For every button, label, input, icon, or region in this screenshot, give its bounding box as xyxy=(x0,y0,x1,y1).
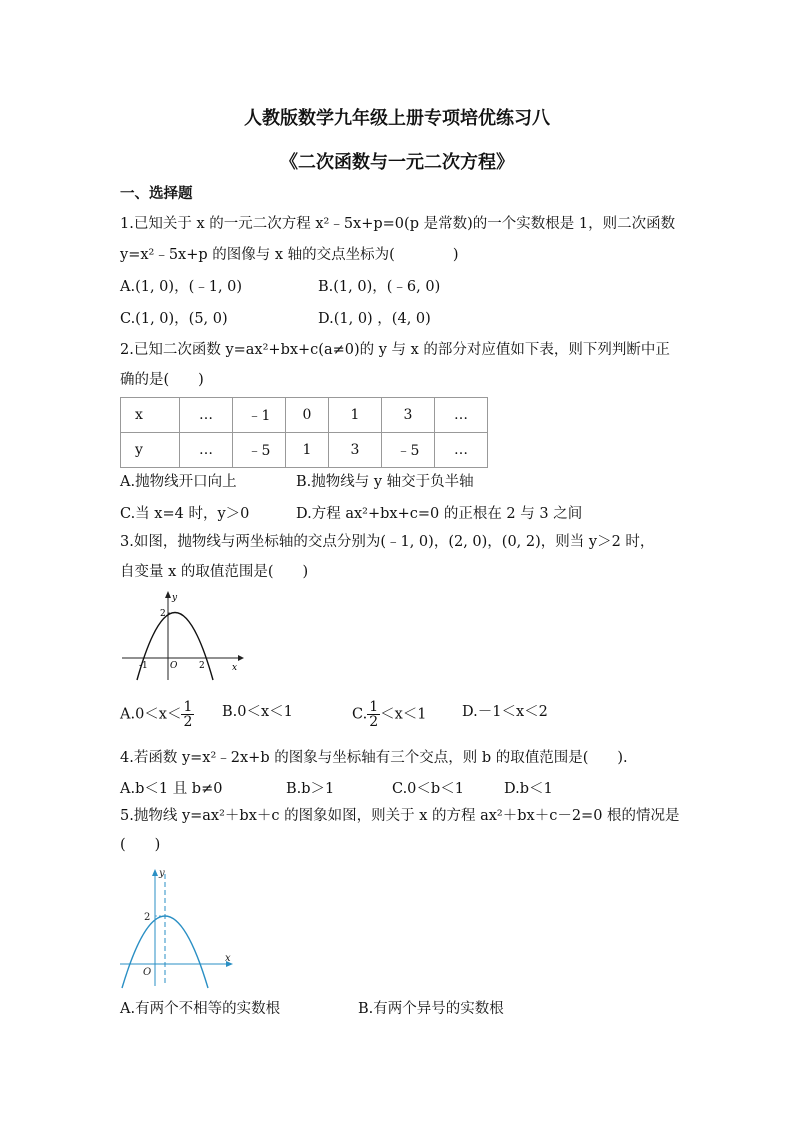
table-row-x xyxy=(121,398,488,433)
x-axis-arrow xyxy=(238,655,244,661)
value-table xyxy=(120,397,488,468)
table-cell: 3 xyxy=(382,398,435,433)
q5-option-a: A.有两个不相等的实数根 xyxy=(120,1001,281,1017)
fraction-one-half: $\frac{1}{2}$ xyxy=(183,699,193,730)
page-title: 人教版数学九年级上册专项培优练习八 xyxy=(244,108,550,129)
q3-option-c-prefix: C. xyxy=(352,706,368,723)
x-axis-label: x xyxy=(225,953,231,964)
q5-stem-line2: ( ) xyxy=(120,837,161,853)
q3-stem-line2: 自变量 x 的取值范围是( ) xyxy=(120,564,309,580)
table-cell: y xyxy=(121,433,180,468)
table-cell: 1 xyxy=(286,433,329,468)
q5-stem-line1: 5.抛物线 y=ax²＋bx＋c 的图象如图，则关于 x 的方程 ax²＋bx＋c－2=0 根的情况是 xyxy=(120,808,680,824)
q1-stem-line2: y=x²﹣5x+p 的图像与 x 轴的交点坐标为( ) xyxy=(120,247,459,263)
q4-option-a: A.b＜1 且 b≠0 xyxy=(120,781,223,797)
table-cell: 1 xyxy=(329,398,382,433)
q3-option-a-text: A.0＜x＜ xyxy=(120,706,182,723)
table-cell: … xyxy=(435,433,488,468)
table-cell: ﹣5 xyxy=(382,433,435,468)
q3-option-c xyxy=(352,700,427,729)
q2-option-b: B.抛物线与 y 轴交于负半轴 xyxy=(296,474,474,490)
section-heading: 一、选择题 xyxy=(120,186,193,202)
q1-option-c: C.(1, 0)，(5, 0) xyxy=(120,311,228,327)
table-row-y xyxy=(121,433,488,468)
root-right-label: 2 xyxy=(199,661,205,671)
q3-stem-line1: 3.如图，抛物线与两坐标轴的交点分别为(﹣1, 0)，(2, 0)，(0, 2)，则当 y＞2 时， xyxy=(120,534,655,550)
q2-stem-line2: 确的是( ) xyxy=(120,372,204,388)
q2-option-d: D.方程 ax²+bx+c=0 的正根在 2 与 3 之间 xyxy=(296,506,583,522)
q2-option-a: A.抛物线开口向上 xyxy=(120,474,237,490)
y-axis-arrow xyxy=(152,869,158,876)
q1-stem-line1: 1.已知关于 x 的一元二次方程 x²﹣5x+p=0(p 是常数)的一个实数根是 1，则二次函数 xyxy=(120,216,676,232)
q3-option-c-suffix: ＜x＜1 xyxy=(380,706,427,723)
q4-option-b: B.b＞1 xyxy=(286,781,335,797)
table-cell: x xyxy=(121,398,180,433)
table-cell: … xyxy=(180,398,233,433)
q4-option-d: D.b＜1 xyxy=(504,781,553,797)
y-axis-label: y xyxy=(172,593,178,603)
fraction-one-half: $\frac{1}{2}$ xyxy=(369,699,379,730)
table-cell: 3 xyxy=(329,433,382,468)
page-subtitle: 《二次函数与一元二次方程》 xyxy=(280,152,514,173)
origin-label: O xyxy=(170,661,178,671)
q3-option-a xyxy=(120,700,194,729)
q3-parabola-graph xyxy=(118,590,248,682)
table-cell: 0 xyxy=(286,398,329,433)
q4-stem-line1: 4.若函数 y=x²﹣2x+b 的图象与坐标轴有三个交点，则 b 的取值范围是( ). xyxy=(120,750,628,766)
q1-option-b: B.(1, 0)，(﹣6, 0) xyxy=(318,279,441,295)
table-cell: … xyxy=(435,398,488,433)
y-intercept-label: 2 xyxy=(144,912,151,923)
table-cell: … xyxy=(180,433,233,468)
y-intercept-label: 2 xyxy=(160,609,166,619)
y-axis-arrow xyxy=(165,591,171,598)
table-cell: ﹣5 xyxy=(233,433,286,468)
root-left-label: -1 xyxy=(139,661,148,671)
q3-option-d: D.－1＜x＜2 xyxy=(462,704,548,720)
q4-option-c: C.0＜b＜1 xyxy=(392,781,464,797)
q5-parabola-graph xyxy=(118,864,243,989)
x-axis-label: x xyxy=(232,663,238,673)
q5-option-b: B.有两个异号的实数根 xyxy=(358,1001,504,1017)
q1-option-d: D.(1, 0) ，(4, 0) xyxy=(318,311,431,327)
table-cell: ﹣1 xyxy=(233,398,286,433)
q3-option-b: B.0＜x＜1 xyxy=(222,704,293,720)
q2-option-c: C.当 x=4 时，y＞0 xyxy=(120,506,250,522)
y-axis-label: y xyxy=(159,868,165,879)
origin-label: O xyxy=(143,967,152,978)
q1-option-a: A.(1, 0)，(﹣1, 0) xyxy=(120,279,243,295)
q2-stem-line1: 2.已知二次函数 y=ax²+bx+c(a≠0)的 y 与 x 的部分对应值如下表，则下列判断中正 xyxy=(120,342,670,358)
